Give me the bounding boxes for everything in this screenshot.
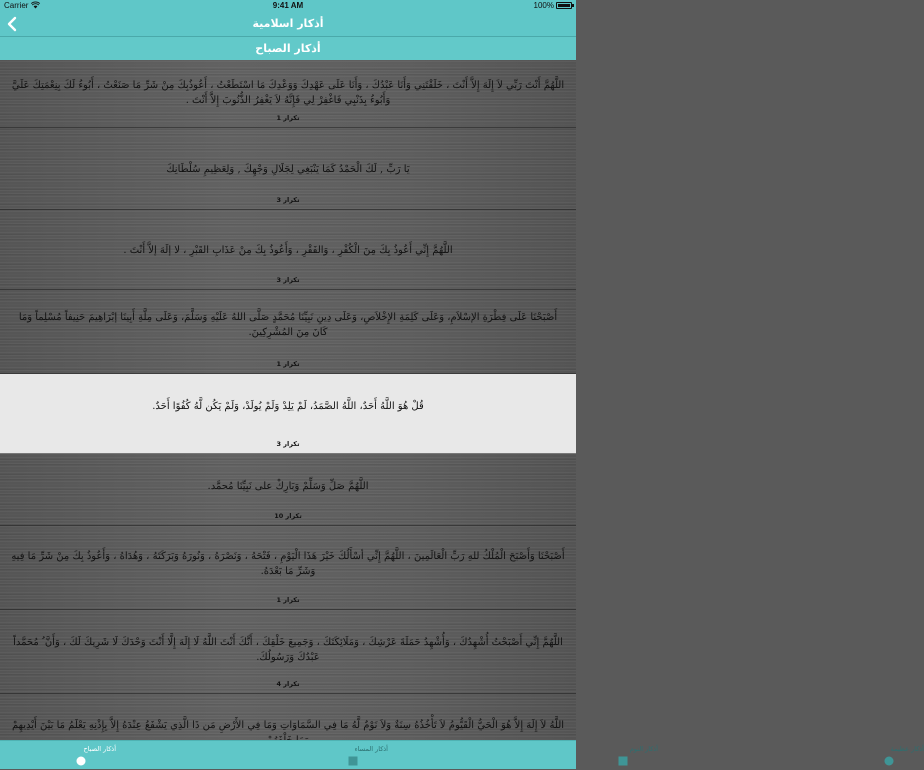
section-title: أذكار الصباح xyxy=(255,42,321,55)
dhikr-text: اللَّهُمَّ صَلِّ وَسَلِّمْ وَبَارِكْ على نَبِيِّنَا مُحمَّد. xyxy=(207,481,369,492)
repeat-count: تكرار 10 xyxy=(274,512,302,520)
dhikr-row[interactable] xyxy=(0,128,576,210)
dhikr-row[interactable] xyxy=(0,290,576,374)
battery-percent: 100% xyxy=(533,1,554,10)
tab-label: أذكار المساء xyxy=(354,745,388,753)
dhikr-text: أَصْبَحْنَا وَأَصْبَحَ الْمُلْكُ للهِ رَبِّ الْعَالَمِينَ ، اللَّهُمَّ إِنِّي أسْأَلُكَ خَيْرَ هَذَا الْيَوْمِ ، فَتْحَهُ ، وَنَصْرَهُ ، وَنُورَهُ وَبَرَكَتَهُ ، وَهُدَاهُ ، وَأَعُوذُ بِكَ مِنْ شَرِّ مَا فِيهِ وَشَرِّ مَا بَعْدَهُ. xyxy=(11,551,565,577)
dhikr-text: قُلْ هُوَ اللَّهُ أَحَدٌ، اللَّهُ الصَّمَدُ، لَمْ يَلِدْ وَلَمْ يُولَدْ، وَلَمْ يَكُن لَّهُ كُفُوًا أَحَدٌ. xyxy=(152,401,424,412)
clock: 9:41 AM xyxy=(272,1,304,10)
tab-label: أذكار النوم xyxy=(629,745,658,753)
tab-bed-square[interactable] xyxy=(288,741,658,769)
dhikr-text: أَصْبَحْنَا عَلَى فِطْرَةِ الإسْلاَمِ، وَعَلَى كَلِمَةِ الإِخْلاَصِ، وَعَلَى دِينِ نَبِيِّنَا مُحَمَّدٍ صَلَّى اللهُ عَلَيْهِ وَسَلَّمَ، وَعَلَى مِلَّةِ أَبِينَا إبْرَاهِيمَ حَنِيفاً مُسْلِماً وَمَا كَانَ مِنَ المُشْرِكِينَ. xyxy=(18,312,558,338)
dhikr-row[interactable] xyxy=(0,454,576,526)
navigation-bar xyxy=(0,12,576,37)
battery-fill xyxy=(558,4,570,7)
repeat-count: تكرار 3 xyxy=(276,196,300,204)
dhikr-text: اللَّهُمَّ إِنِّي أَعُوذُ بِكَ مِنَ الْكُفْرِ ، وَالفَقْرِ ، وَأَعُوذُ بِكَ مِنْ عَذَابِ القَبْرِ ، لا إلَهَ إلاَّ أَنْتَ . xyxy=(123,245,453,256)
status-bar xyxy=(0,0,576,12)
dhikr-row[interactable] xyxy=(0,60,576,128)
battery-icon xyxy=(556,2,572,9)
dhikr-row[interactable] xyxy=(0,210,576,290)
dhikr-row[interactable] xyxy=(0,526,576,610)
repeat-count: تكرار 4 xyxy=(276,680,300,688)
tab-bar xyxy=(0,740,924,769)
dhikr-row[interactable] xyxy=(0,610,576,694)
section-header xyxy=(0,37,576,60)
repeat-count: تكرار 3 xyxy=(276,440,300,448)
tab-label: أذكار عظيمة xyxy=(890,745,924,753)
carrier-text: Carrier xyxy=(4,1,29,10)
tab-label: أذكار الصباح xyxy=(83,745,116,753)
dhikr-text: اللَّهُمَّ أَنْتَ رَبِّي لاَ إِلَهَ إِلاَّ أَنْتَ ، خَلَقْتَنِي وَأَنَا عَبْدُكَ ، وَأَنَا عَلَى عَهْدِكَ وَوَعْدِكَ مَا اسْتَطَعْتُ ، أَعُوذُبِكَ مِنْ شَرِّ مَا صَنَعْتُ ، أَبُوءُ لَكَ بِنِعْمَتِكَ عَلَيَّ وَأَبُوءُ بِذَنْبِي فَاغْفِرْ لِي فَإِنَّهُ لاَ يَغْفِرُ الذُّنُوبَ إِلاَّ أَنْتَ . xyxy=(11,80,565,106)
app-title: أذكار اسلامية xyxy=(252,17,324,30)
tab-sun-circle[interactable] xyxy=(0,741,144,769)
tab-moon-square[interactable] xyxy=(144,741,388,769)
battery-status xyxy=(534,1,572,10)
dhikr-text: يَا رَبِّ , لَكَ الْحَمْدُ كَمَا يَنْبَغِي لِجَلَالِ وَجْهِكَ , وَلِعَظِيمِ سُلْطَانِكَ xyxy=(166,164,410,175)
repeat-count: تكرار 1 xyxy=(276,114,300,122)
dhikr-text: اللَّهُمَّ إِنِّي أَصْبَحْتُ أُشْهِدُكَ ، وَأُشْهِدُ حَمَلَةَ عَرْشِكَ ، وَمَلَائِكَتَكَ ، وَجَمِيعَ خَلْقِكَ ، أَنَّكَ أَنْتَ اللَّهُ لَا إِلَهَ إِلَّا أَنْتَ وَحْدَكَ لَا شَرِيكَ لَكَ ، وَأَنَّ ُ مُحَمَّداً عَبْدُكَ وَرَسُولُكَ. xyxy=(13,637,563,663)
repeat-count: تكرار 1 xyxy=(276,596,300,604)
dhikr-text: اللَّهُ لاَ إِلَهَ إِلاَّ هُوَ الْحَيُّ الْقَيُّومُ لاَ تَأْخُذُهُ سِنَةٌ وَلاَ نَوْمٌ لَّهُ مَا فِي السَّمَاوَاتِ وَمَا فِي الأَرْضِ مَن ذَا الَّذِي يَشْفَعُ عِنْدَهُ إِلاَّ بِإِذْنِهِ يَعْلَمُ مَا بَيْنَ أَيْدِيهِمْ xyxy=(11,720,565,731)
dhikr-row[interactable] xyxy=(0,374,576,454)
repeat-count: تكرار 1 xyxy=(276,360,300,368)
repeat-count: تكرار 3 xyxy=(276,276,300,284)
adhkar-list[interactable] xyxy=(0,60,576,740)
